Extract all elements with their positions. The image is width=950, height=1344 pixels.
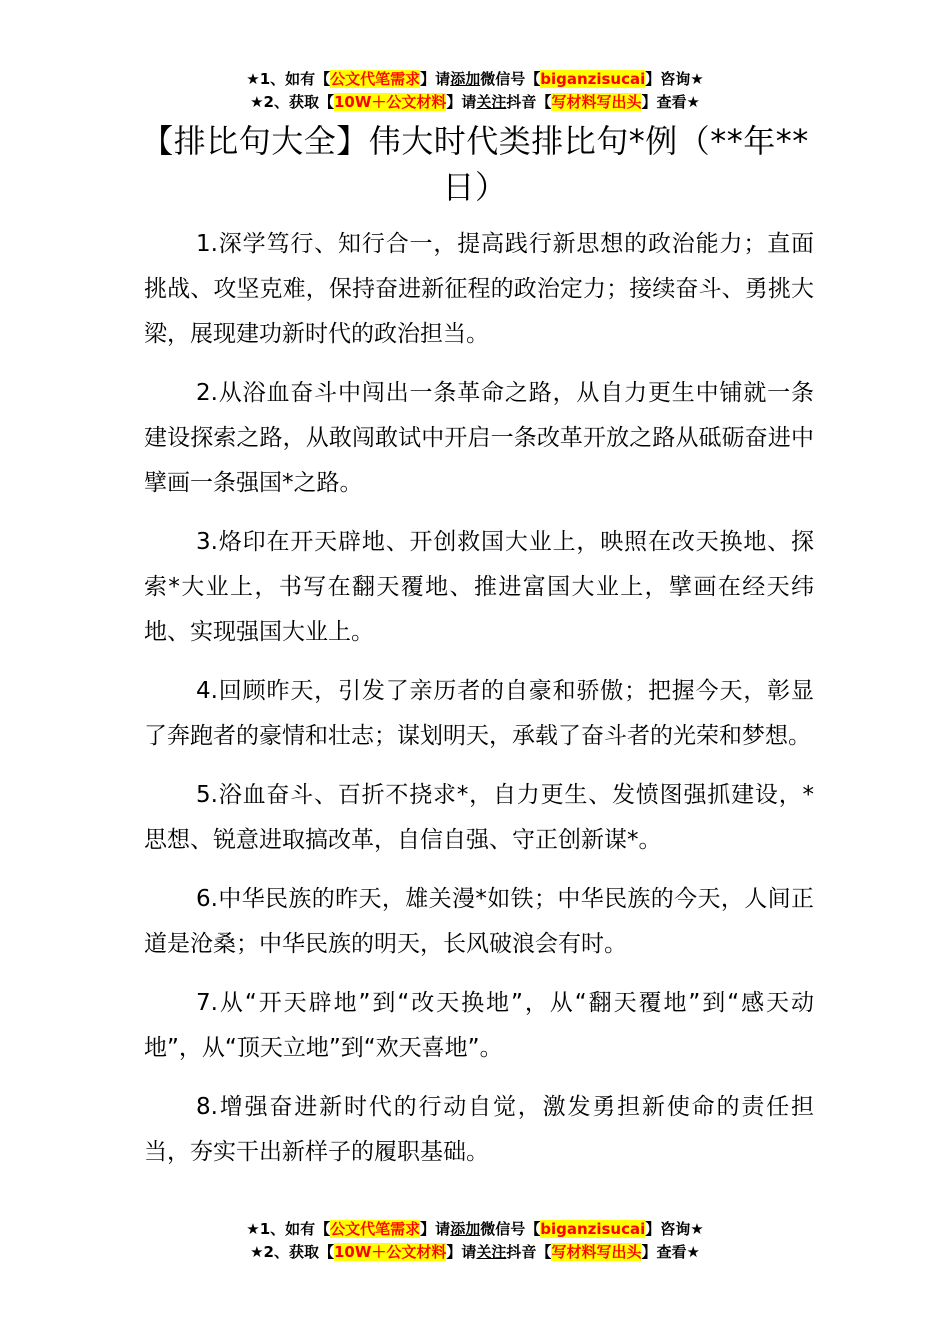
wechat-id-highlight: biganzisucai — [540, 70, 646, 88]
follow-action-text: 关注 — [476, 93, 507, 111]
item-number: 8. — [196, 1094, 218, 1120]
notice-text: 】请 — [420, 1220, 451, 1238]
notice-text: 抖音【 — [506, 93, 552, 111]
item-text: 从浴血奋斗中闯出一条革命之路，从自力更生中铺就一条建设探索之路，从敢闯敢试中开启一条改革开放之路从砥砺奋进中擘画一条强国*之路。 — [144, 380, 814, 496]
item-text: 从“开天辟地”到“改天换地”，从“翻天覆地”到“感天动地”，从“顶天立地”到“欢天喜地”。 — [144, 990, 814, 1061]
item-text: 增强奋进新时代的行动自觉，激发勇担新使命的责任担当，夯实干出新样子的履职基础。 — [144, 1094, 814, 1165]
item-number: 1. — [196, 231, 218, 257]
item-number: 6. — [196, 886, 218, 912]
notice-text: ★1、如有【 — [246, 70, 331, 88]
notice-line-1 — [0, 1218, 950, 1241]
item-text: 回顾昨天，引发了亲历者的自豪和骄傲；把握今天，彰显了奔跑者的豪情和壮志；谋划明天，承载了奋斗者的光荣和梦想。 — [144, 678, 814, 749]
notice-text: 】咨询★ — [645, 70, 704, 88]
item-number: 3. — [196, 529, 218, 555]
list-item — [144, 1085, 814, 1175]
notice-text: 】查看★ — [641, 1243, 700, 1261]
notice-text: 微信号【 — [480, 70, 541, 88]
document-body — [144, 222, 814, 1189]
list-item — [144, 877, 814, 967]
list-item — [144, 222, 814, 357]
item-number: 4. — [196, 678, 218, 704]
notice-text: ★2、获取【 — [250, 1243, 334, 1261]
follow-action-text: 关注 — [476, 1243, 507, 1261]
header-notice — [0, 68, 950, 114]
item-text: 浴血奋斗、百折不挠求*，自力更生、发愤图强抓建设，*思想、锐意进取搞改革，自信自强、守正创新谋*。 — [144, 782, 814, 853]
notice-text: 】请 — [420, 70, 451, 88]
notice-text: 抖音【 — [506, 1243, 552, 1261]
list-item — [144, 773, 814, 863]
list-item — [144, 669, 814, 759]
notice-line-1 — [0, 68, 950, 91]
item-number: 7. — [196, 990, 218, 1016]
notice-line-2 — [0, 91, 950, 114]
add-action-text: 添加 — [450, 1220, 481, 1238]
service-highlight: 公文代笔需求 — [330, 70, 421, 88]
list-item — [144, 520, 814, 655]
service-highlight: 公文代笔需求 — [330, 1220, 421, 1238]
add-action-text: 添加 — [450, 70, 481, 88]
item-number: 5. — [196, 782, 218, 808]
notice-text: 】咨询★ — [645, 1220, 704, 1238]
wechat-id-highlight: biganzisucai — [540, 1220, 646, 1238]
account-highlight: 写材料写出头 — [551, 1243, 642, 1261]
item-text: 深学笃行、知行合一，提高践行新思想的政治能力；直面挑战、攻坚克难，保持奋进新征程的政治定力；接续奋斗、勇挑大梁，展现建功新时代的政治担当。 — [144, 231, 814, 347]
footer-notice — [0, 1218, 950, 1264]
page-title: 【排比句大全】伟大时代类排比句*例（**年**日） — [141, 122, 809, 206]
item-number: 2. — [196, 380, 218, 406]
list-item — [144, 371, 814, 506]
notice-text: 】请 — [446, 93, 477, 111]
notice-text: 】请 — [446, 1243, 477, 1261]
material-highlight: 10W＋公文材料 — [333, 93, 447, 111]
item-text: 烙印在开天辟地、开创救国大业上，映照在改天换地、探索*大业上，书写在翻天覆地、推进富国大业上，擘画在经天纬地、实现强国大业上。 — [144, 529, 814, 645]
notice-text: ★1、如有【 — [246, 1220, 331, 1238]
item-text: 中华民族的昨天，雄关漫*如铁；中华民族的今天，人间正道是沧桑；中华民族的明天，长风破浪会有时。 — [144, 886, 814, 957]
account-highlight: 写材料写出头 — [551, 93, 642, 111]
notice-text: ★2、获取【 — [250, 93, 334, 111]
notice-text: 】查看★ — [641, 93, 700, 111]
notice-line-2 — [0, 1241, 950, 1264]
list-item — [144, 981, 814, 1071]
material-highlight: 10W＋公文材料 — [333, 1243, 447, 1261]
notice-text: 微信号【 — [480, 1220, 541, 1238]
